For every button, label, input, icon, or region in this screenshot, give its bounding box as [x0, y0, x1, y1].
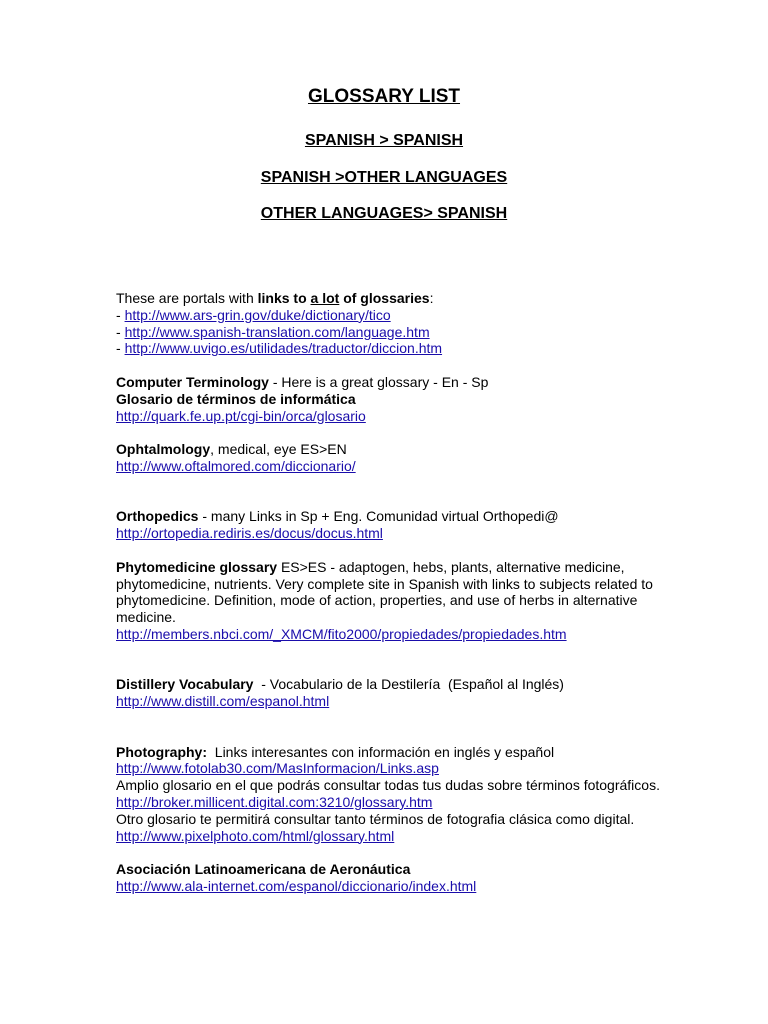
- aero-title: Asociación Latinoamericana de Aeronáutica: [116, 861, 411, 878]
- phyto-link-line: [116, 626, 664, 643]
- ortho-link[interactable]: http://ortopedia.rediris.es/docus/docus.html: [116, 525, 383, 542]
- ophtal-entry: [116, 441, 664, 458]
- portals-intro: [116, 290, 664, 307]
- ortho-link-line: [116, 525, 664, 542]
- list-item: [116, 340, 664, 357]
- subheading-other-spanish: OTHER LANGUAGES> SPANISH: [260, 205, 508, 222]
- aero-entry: [116, 861, 664, 878]
- aero-link-line: [116, 878, 664, 895]
- portal-link-uvigo[interactable]: http://www.uvigo.es/utilidades/traductor/diccion.htm: [124, 340, 443, 357]
- ophtal-title: Ophtalmology: [116, 441, 211, 458]
- bullet: -: [116, 340, 125, 357]
- portals-intro-text: These are portals with: [116, 290, 258, 306]
- photo-link-pixelphoto[interactable]: http://www.pixelphoto.com/html/glossary.html: [116, 827, 395, 844]
- ophtal-link[interactable]: http://www.oftalmored.com/diccionario/: [116, 457, 356, 474]
- distill-link[interactable]: http://www.distill.com/espanol.html: [116, 693, 330, 710]
- spacer: [116, 424, 664, 441]
- spacer: [116, 475, 664, 509]
- portals-intro-colon: :: [429, 290, 434, 306]
- portal-link-spanish-translation[interactable]: http://www.spanish-translation.com/language.htm: [124, 323, 430, 340]
- portal-link-ars-grin[interactable]: http://www.ars-grin.gov/duke/dictionary/tico: [124, 306, 391, 323]
- distill-entry: [116, 676, 664, 693]
- distill-link-line: [116, 693, 664, 710]
- glossary-content: [116, 290, 664, 895]
- bullet: -: [116, 306, 125, 323]
- computer-desc: - Here is a great glossary - En - Sp: [268, 373, 489, 390]
- phyto-desc: ES>ES - adaptogen, hebs, plants, alternative medicine, phytomedicine, nutrients. Very complete site in Spanish with links to subjects related to phytomedicine. Definition, mode of action, properties, and use of herbs in alternative medicine.: [116, 558, 653, 626]
- computer-link-line: [116, 408, 664, 425]
- photo-link1-line: [116, 760, 664, 777]
- ortho-title: Orthopedics: [116, 508, 199, 525]
- photo-link3-line: [116, 828, 664, 845]
- photo-title: Photography:: [116, 743, 207, 760]
- photo-text2: Amplio glosario en el que podrás consultar todas tus dudas sobre términos fotográficos.: [116, 777, 660, 794]
- spacer: [116, 643, 664, 677]
- computer-entry: [116, 374, 664, 391]
- phyto-entry: [116, 559, 664, 626]
- phyto-link[interactable]: http://members.nbci.com/_XMCM/fito2000/propiedades/propiedades.htm: [116, 625, 567, 642]
- distill-title: Distillery Vocabulary: [116, 676, 254, 693]
- subheading-spanish-other: SPANISH >OTHER LANGUAGES: [260, 169, 508, 186]
- portals-intro-bold-end: of glossaries: [339, 290, 430, 306]
- aero-link[interactable]: http://www.ala-internet.com/espanol/diccionario/index.html: [116, 877, 477, 894]
- spacer: [116, 710, 664, 744]
- photo-text3: Otro glosario te permitirá consultar tanto términos de fotografia clásica como digital.: [116, 810, 635, 827]
- distill-desc: - Vocabulario de la Destilería (Español al Inglés): [253, 676, 564, 693]
- portals-intro-emphasis: a lot: [310, 290, 340, 306]
- photo-link-fotolab[interactable]: http://www.fotolab30.com/MasInformacion/Links.asp: [116, 760, 439, 777]
- page-title: GLOSSARY LIST: [307, 86, 461, 107]
- photo-link-millicent[interactable]: http://broker.millicent.digital.com:3210/glossary.htm: [116, 793, 433, 810]
- ortho-entry: [116, 508, 664, 525]
- list-item: [116, 307, 664, 324]
- computer-link[interactable]: http://quark.fe.up.pt/cgi-bin/orca/glosario: [116, 407, 366, 424]
- phyto-title: Phytomedicine glossary: [116, 558, 278, 575]
- portals-intro-bold: links to: [257, 290, 311, 306]
- computer-title: Computer Terminology: [116, 373, 269, 390]
- ophtal-desc: , medical, eye ES>EN: [210, 441, 347, 458]
- photo-entry: [116, 744, 664, 761]
- computer-subtitle: Glosario de términos de informática: [116, 390, 356, 407]
- ortho-desc: - many Links in Sp + Eng. Comunidad virtual Orthopedi@: [198, 508, 559, 525]
- computer-subtitle-line: [116, 391, 664, 408]
- photo-desc: Links interesantes con información en inglés y español: [207, 743, 555, 760]
- bullet: -: [116, 323, 125, 340]
- list-item: [116, 324, 664, 341]
- subheading-spanish-spanish: SPANISH > SPANISH: [304, 132, 464, 149]
- ophtal-link-line: [116, 458, 664, 475]
- spacer: [116, 357, 664, 374]
- spacer: [116, 844, 664, 861]
- spacer: [116, 542, 664, 559]
- photo-link2-line: [116, 794, 664, 811]
